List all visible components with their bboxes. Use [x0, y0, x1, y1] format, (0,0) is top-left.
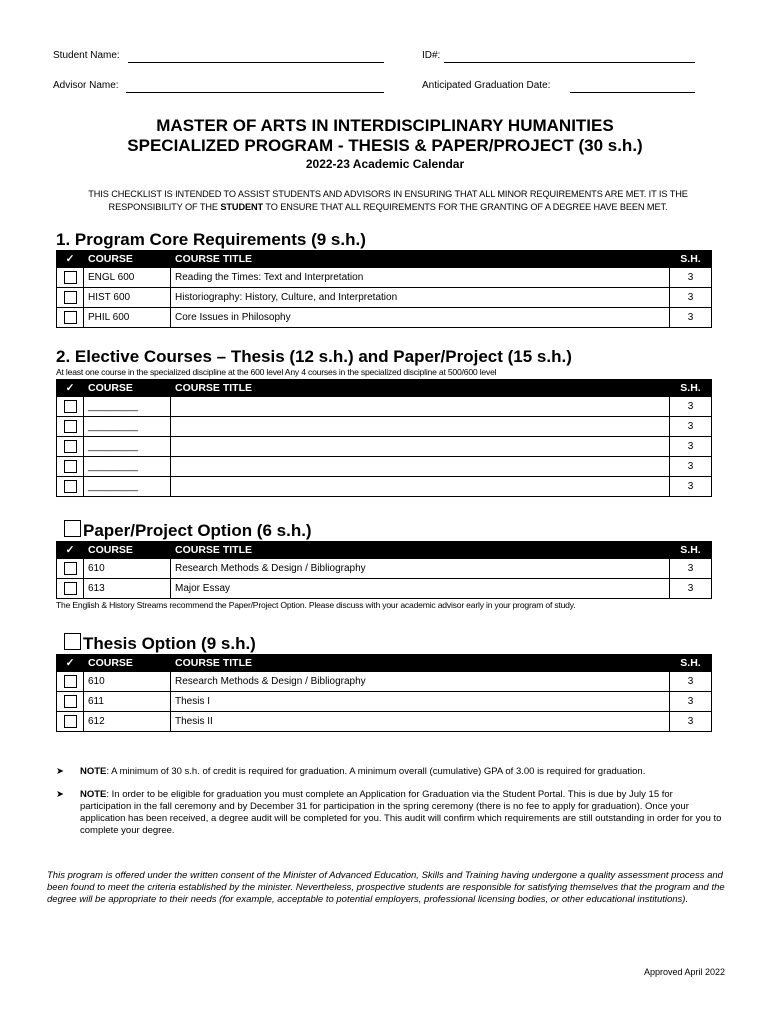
approved-date: Approved April 2022 [643, 967, 725, 977]
paper-heading: Paper/Project Option (6 s.h.) [64, 520, 312, 541]
program-title: MASTER OF ARTS IN INTERDISCIPLINARY HUMANITIES [156, 116, 614, 135]
table-row [57, 559, 712, 579]
course-header: COURSE [84, 542, 171, 559]
arrow-bullet-icon: ➤ [56, 766, 64, 777]
checkbox[interactable] [64, 460, 77, 473]
advisor-name-field[interactable] [126, 92, 384, 93]
table-row [57, 712, 712, 732]
table-row [57, 437, 712, 457]
paper-table [56, 541, 712, 599]
checkbox[interactable] [64, 271, 77, 284]
sh-cell: 3 [670, 672, 712, 692]
paper-option-checkbox[interactable] [64, 520, 81, 537]
intro-bold-student: STUDENT [220, 202, 264, 212]
student-name-label: Student Name: [53, 50, 120, 61]
sh-cell: 3 [670, 288, 712, 308]
core-heading: 1. Program Core Requirements (9 s.h.) [56, 230, 366, 249]
student-name-field[interactable] [128, 62, 384, 63]
elective-table [56, 379, 712, 497]
sh-cell: 3 [670, 397, 712, 417]
checkbox[interactable] [64, 420, 77, 433]
checkbox[interactable] [64, 480, 77, 493]
title-cell: Historiography: History, Culture, and Interpretation [171, 288, 670, 308]
intro-text: THIS CHECKLIST IS INTENDED TO ASSIST STUDENTS AND ADVISORS IN ENSURING THAT ALL MINOR REQUIREMENTS ARE MET. IT IS THE RESPONSIBILITY OF THE STUDENT TO ENSURE THAT ALL REQUIREMENTS FOR THE GRANTING OF A DEGREE HAVE BEEN MET. [88, 189, 688, 212]
course-cell: PHIL 600 [84, 308, 171, 328]
consent-text: This program is offered under the written consent of the Minister of Advanced Education, Skills and Training having undergone a quality assessment process and been found to meet the criteria established by the minister. Nevertheless, prospective students are responsible for satisfying themselves that the program and the degree will be appropriate to their needs (for example, acceptable to potential employers, professional licensing bodies, or other educational institutions). [47, 870, 725, 905]
table-row [57, 268, 712, 288]
course-cell: 610 [84, 672, 171, 692]
title-header: COURSE TITLE [171, 251, 670, 268]
title-cell[interactable] [171, 457, 670, 477]
table-header-row [57, 655, 712, 672]
elective-note: At least one course in the specialized discipline at the 600 level Any 4 courses in the specialized discipline at 500/600 level [56, 367, 497, 377]
table-row [57, 672, 712, 692]
check-header: ✓ [57, 251, 84, 268]
note-item: ➤ NOTE: A minimum of 30 s.h. of credit is required for graduation. A minimum overall (cumulative) GPA of 3.00 is required for graduation. [56, 766, 646, 777]
paper-note: The English & History Streams recommend the Paper/Project Option. Please discuss with your academic advisor early in your program of study. [56, 600, 576, 610]
sh-cell: 3 [670, 308, 712, 328]
table-row [57, 288, 712, 308]
sh-cell: 3 [670, 579, 712, 599]
table-header-row [57, 542, 712, 559]
id-label: ID#: [422, 50, 441, 61]
table-row [57, 457, 712, 477]
title-cell[interactable] [171, 477, 670, 497]
course-cell: ENGL 600 [84, 268, 171, 288]
thesis-option-checkbox[interactable] [64, 633, 81, 650]
course-cell[interactable]: _________ [84, 397, 171, 417]
course-header: COURSE [84, 251, 171, 268]
course-header: COURSE [84, 380, 171, 397]
check-header: ✓ [57, 380, 84, 397]
checkbox[interactable] [64, 695, 77, 708]
sh-header: S.H. [670, 542, 712, 559]
table-header-row [57, 380, 712, 397]
course-cell[interactable]: _________ [84, 477, 171, 497]
sh-cell: 3 [670, 559, 712, 579]
course-cell: 611 [84, 692, 171, 712]
check-header: ✓ [57, 542, 84, 559]
course-header: COURSE [84, 655, 171, 672]
course-cell: 613 [84, 579, 171, 599]
arrow-bullet-icon: ➤ [56, 789, 64, 800]
grad-date-field[interactable] [570, 92, 695, 93]
sh-cell: 3 [670, 692, 712, 712]
checkbox[interactable] [64, 311, 77, 324]
table-row [57, 579, 712, 599]
thesis-heading: Thesis Option (9 s.h.) [64, 633, 256, 654]
title-cell[interactable] [171, 437, 670, 457]
sh-header: S.H. [670, 655, 712, 672]
course-cell[interactable]: _________ [84, 457, 171, 477]
course-cell: 612 [84, 712, 171, 732]
id-field[interactable] [444, 62, 695, 63]
table-row [57, 692, 712, 712]
checkbox[interactable] [64, 562, 77, 575]
title-cell: Thesis I [171, 692, 670, 712]
checkbox[interactable] [64, 675, 77, 688]
table-row [57, 417, 712, 437]
title-header: COURSE TITLE [171, 380, 670, 397]
title-cell: Reading the Times: Text and Interpretation [171, 268, 670, 288]
advisor-name-label: Advisor Name: [53, 80, 119, 91]
table-row [57, 308, 712, 328]
table-header-row [57, 251, 712, 268]
checkbox[interactable] [64, 715, 77, 728]
note-item: ➤ NOTE: In order to be eligible for graduation you must complete an Application for Graduation via the Student Portal. This is due by July 15 for participation in the fall ceremony and by December 31 for participation in the spring ceremony (there is no fee to apply for graduation). Once your application has been received, a degree audit will be completed for you. This audit will confirm which requirements are still outstanding in order for you to complete your degree. [56, 789, 722, 836]
title-header: COURSE TITLE [171, 655, 670, 672]
sh-header: S.H. [670, 380, 712, 397]
sh-cell: 3 [670, 268, 712, 288]
grad-date-label: Anticipated Graduation Date: [422, 80, 551, 91]
sh-header: S.H. [670, 251, 712, 268]
title-cell[interactable] [171, 417, 670, 437]
course-cell[interactable]: _________ [84, 437, 171, 457]
title-header: COURSE TITLE [171, 542, 670, 559]
course-cell: HIST 600 [84, 288, 171, 308]
sh-cell: 3 [670, 457, 712, 477]
elective-heading: 2. Elective Courses – Thesis (12 s.h.) and Paper/Project (15 s.h.) [56, 347, 572, 366]
table-row [57, 397, 712, 417]
checkbox[interactable] [64, 440, 77, 453]
program-subtitle: SPECIALIZED PROGRAM - THESIS & PAPER/PROJECT (30 s.h.) [127, 136, 643, 155]
checkbox[interactable] [64, 582, 77, 595]
check-header: ✓ [57, 655, 84, 672]
checkbox[interactable] [64, 400, 77, 413]
checkbox[interactable] [64, 291, 77, 304]
sh-cell: 3 [670, 417, 712, 437]
academic-calendar: 2022-23 Academic Calendar [305, 157, 465, 171]
course-cell: 610 [84, 559, 171, 579]
title-cell: Thesis II [171, 712, 670, 732]
title-cell[interactable] [171, 397, 670, 417]
sh-cell: 3 [670, 712, 712, 732]
sh-cell: 3 [670, 437, 712, 457]
title-cell: Research Methods & Design / Bibliography [171, 559, 670, 579]
title-cell: Core Issues in Philosophy [171, 308, 670, 328]
title-cell: Major Essay [171, 579, 670, 599]
core-table [56, 250, 712, 328]
sh-cell: 3 [670, 477, 712, 497]
course-cell[interactable]: _________ [84, 417, 171, 437]
thesis-table [56, 654, 712, 732]
title-cell: Research Methods & Design / Bibliography [171, 672, 670, 692]
table-row [57, 477, 712, 497]
